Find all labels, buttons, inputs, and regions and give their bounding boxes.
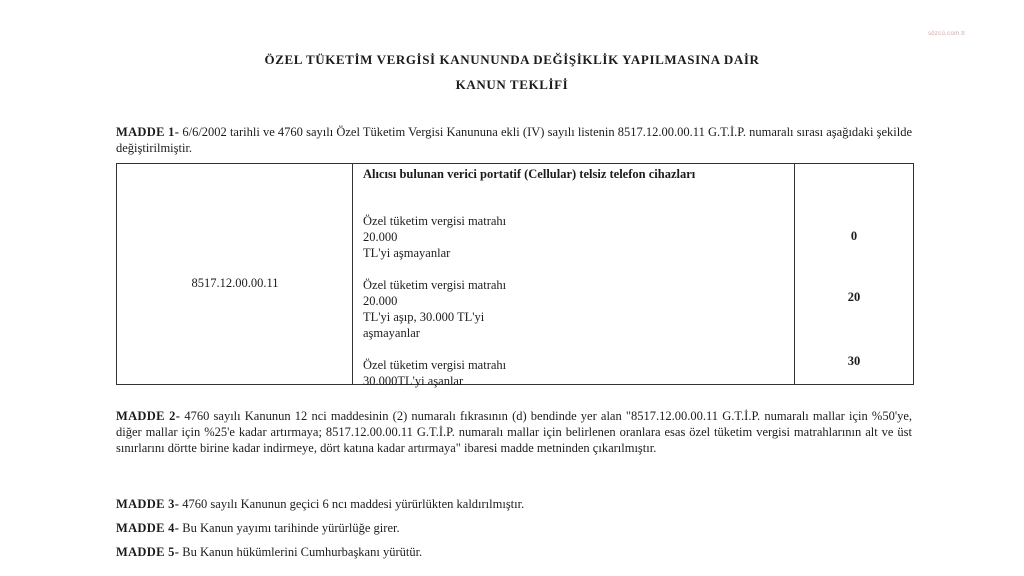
madde-2-label: MADDE 2- [116,409,181,423]
document-title: ÖZEL TÜKETİM VERGİSİ KANUNUNDA DEĞİŞİKLİK YAPILMASINA DAİR [264,52,760,67]
description-line: aşmayanlar [363,326,420,340]
madde-4-label: MADDE 4- [116,521,180,535]
table-heading: Alıcısı bulunan verici portatif (Cellular) telsiz telefon cihazları [363,167,696,181]
madde-3 [116,496,912,512]
madde-5 [116,544,912,560]
tax-rate-table [116,163,914,388]
table-description-column [353,164,795,388]
madde-3-label: MADDE 3- [116,497,180,511]
description-line: Özel tüketim vergisi matrahı [363,214,507,228]
description-line: Özel tüketim vergisi matrahı [363,358,507,372]
madde-4 [116,520,912,536]
gtip-code: 8517.12.00.00.11 [191,276,279,290]
tax-rate-value: 30 [847,354,861,368]
watermark-text: sözcü.com.tr [928,31,966,37]
table-row-description [363,357,783,389]
description-line: TL'yi aşıp, 30.000 TL'yi [363,310,485,324]
madde-5-label: MADDE 5- [116,545,180,559]
madde-1-label: MADDE 1- [116,125,180,139]
table-row-description [363,213,783,261]
madde-5-text: Bu Kanun hükümlerini Cumhurbaşkanı yürütür. [182,545,423,559]
madde-1-text: 6/6/2002 tarihli ve 4760 sayılı Özel Tüketim Vergisi Kanununa ekli (IV) sayılı listenin 8517.12.00.00.11 G.T.İ.P. numaralı sırası aşağıdaki şekilde değiştirilmiştir. [116,125,913,155]
tax-rate-value: 0 [850,229,858,243]
table-rate-column [795,164,913,384]
description-line: 20.000 [363,230,398,244]
description-line: 20.000 [363,294,398,308]
table-code-column [117,164,353,384]
description-line: Özel tüketim vergisi matrahı [363,278,507,292]
description-line: TL'yi aşmayanlar [363,246,451,260]
madde-4-text: Bu Kanun yayımı tarihinde yürürlüğe girer. [182,521,400,535]
madde-2 [116,408,912,456]
document-subtitle: KANUN TEKLİFİ [455,77,569,92]
tax-rate-value: 20 [847,290,861,304]
madde-1 [116,124,912,156]
description-line: 30.000TL'yi aşanlar [363,374,464,388]
madde-2-text: 4760 sayılı Kanunun 12 nci maddesinin (2) numaralı fıkrasının (d) bendinde yer alan "8517.12.00.00.11 G.T.İ.P. numaralı mallar için %50'ye, diğer mallar için %25'e kadar artırmaya; 8517.12.00.00.11 G.T.İ.P. numaralı mallar için belirlenen oranlara esas özel tüketim vergisi matrahlarının alt ve üst sınırlarını dörtte birine kadar indirmeye, dört katına kadar artırmaya" ibaresi madde metninden çıkarılmıştır. [116,409,913,455]
madde-3-text: 4760 sayılı Kanunun geçici 6 ncı maddesi yürürlükten kaldırılmıştır. [182,497,525,511]
table-row-description [363,277,783,341]
